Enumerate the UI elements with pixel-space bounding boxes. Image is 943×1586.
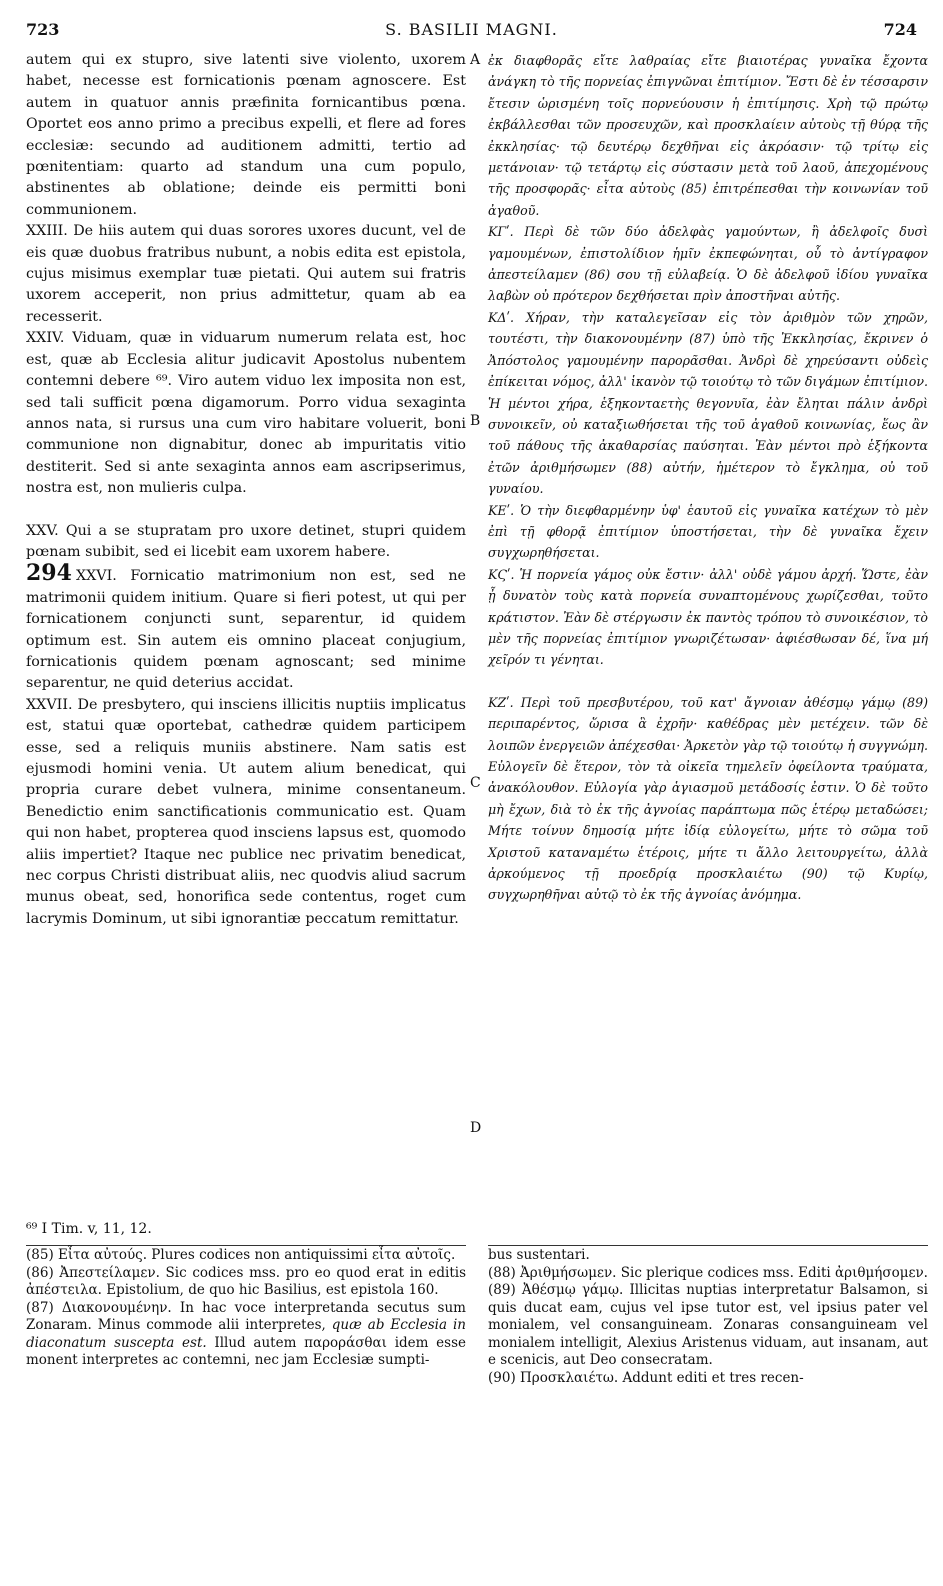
notes-divider-left xyxy=(26,1245,466,1246)
section-marker-c: C xyxy=(470,775,481,791)
note-88: (88) Ἀριθμήσωμεν. Sic plerique codices mss. Editi ἀριθμήσομεν. xyxy=(488,1264,928,1281)
section-marker-a: A xyxy=(470,52,481,68)
latin-paragraph-1: autem qui ex stupro, sive latenti sive violento, uxorem habet, necesse est fornicationis pœnam agnoscere. Est autem in quatuor annis præfinita fornicantibus pœna. Oportet eos anno primo a precibus expelli, et flere ad fores ecclesiæ: secundo ad auditionem admitti, tertio ad pœnitentiam: quarto ad standum una cum populo, abstinentes ab oblatione; deinde eis permitti boni communionem. xyxy=(26,52,466,218)
greek-paragraph-2: ΚΓʹ. Περὶ δὲ τῶν δύο ἀδελφὰς γαμούντων, ἢ ἀδελφοῖς δυσὶ γαμουμένων, ἐπιστολίδιον ἡμῖν ἐκπεφώνηται, οὗ τὸ ἀντίγραφον ἀπεστείλαμεν (86) σου τῇ εὐλαβείᾳ. Ὁ δὲ ἀδελφοῦ ἰδίου γυναῖκα λαβὼν οὐ πρότερον δεχθήσεται πρὶν ἀποστῆναι αὐτῆς. xyxy=(488,224,928,304)
greek-paragraph-6: ΚΖʹ. Περὶ τοῦ πρεσβυτέρου, τοῦ κατ' ἄγνοιαν ἀθέσμῳ γάμῳ (89) περιπαρέντος, ὥρισα ἃ ἐχρῆν· καθέδρας μὲν μετέχειν. τῶν δὲ λοιπῶν ἐνεργειῶν ἀπέχεσθαι· Ἀρκετὸν γὰρ τῷ τοιούτῳ ἡ συγγνώμη. Εὐλογεῖν δὲ ἕτερον, τὸν τὰ οἰκεῖα τημελεῖν ὀφείλοντα τραύματα, ἀνακόλουθον. Εὐλογία γὰρ ἁγιασμοῦ μετάδοσίς ἐστιν. Ὁ δὲ τοῦτο μὴ ἔχων, διὰ τὸ ἐκ τῆς ἀγνοίας παράπτωμα πῶς ἑτέρῳ μεταδώσει; Μήτε τοίνυν δημοσίᾳ μήτε ἰδίᾳ εὐλογείτω, μήτε τὸ σῶμα τοῦ Χριστοῦ καταναμέτω ἑτέροις, μήτε τι ἄλλο λειτουργείτω, ἀλλὰ ἀρκούμενος τῇ προεδρίᾳ προσκλαιέτω (90) τῷ Κυρίῳ, συγχωρηθῆναι αὐτῷ τὸ ἐκ τῆς ἀγνοίας ἀνόμημα. xyxy=(488,694,928,903)
greek-paragraph-3: ΚΔʹ. Χήραν, τὴν καταλεγεῖσαν εἰς τὸν ἀριθμὸν τῶν χηρῶν, τουτέστι, τὴν διακονουμένην (87) ὑπὸ τῆς Ἐκκλησίας, ἔκρινεν ὁ Ἀπόστολος γαμουμένην παρορᾶσθαι. Ἀνδρὶ δὲ χηρεύσαντι οὐδεὶς ἐπίκειται νόμος, ἀλλ' ἱκανὸν τῷ τοιούτῳ τὸ τῶν διγάμων ἐπιτίμιον. Ἡ μέντοι χήρα, ἑξηκονταετὴς θεγονυῖα, ἐὰν ἔληται πάλιν ἀνδρὶ συνοικεῖν, οὐ καταξιωθήσεται τῆς τοῦ ἀγαθοῦ κοινωνίας, ἕως ἂν τοῦ πάθους τῆς ἀκαθαρσίας παύσηται. Ἐὰν μέντοι πρὸ ἑξήκοντα ἐτῶν ἀριθμήσωμεν (88) αὐτήν, ἡμέτερον τὸ ἔγκλημα, οὐ τοῦ γυναίου. xyxy=(488,309,928,497)
page-number-right: 724 xyxy=(883,20,917,39)
latin-paragraph-5: XXVI. Fornicatio matrimonium non est, sed ne matrimonii quidem initium. Quare si fieri potest, ut qui per fornicationem conjuncti sunt, separentur, id quidem optimum est. Sin autem eis omnino placeat conjugium, fornicationis quidem pœnam agnoscant; sed minime separentur, ne quid deterius accidat. xyxy=(26,568,466,692)
note-90: (90) Προσκλαιέτω. Addunt editi et tres recen- xyxy=(488,1369,804,1386)
column-number-294: 294 xyxy=(26,560,72,587)
note-87: (87) Διακονουμένην. In hac voce interpretanda secutus sum Zonaram. Minus commode alii interpretes, quæ ab Ecclesia in diaconatum suscepta est. Illud autem παροράσθαι idem esse monent interpretes ac contemni, nec jam Ecclesiæ sumpti- xyxy=(26,1299,466,1368)
page-number-left: 723 xyxy=(26,20,60,39)
notes-right xyxy=(488,1247,928,1387)
note-89: (89) Ἀθέσμῳ γάμῳ. Illicitas nuptias interpretatur Balsamon, si quis ducat eam, cujus vel ipse tutor est, vel ipsius pater vel monialem, vel consanguineam. Zonaras consanguineam vel monialem intelligit, Alexius Aristenus viduam, aut insanam, aut e scenicis, aut Deo consecratam. xyxy=(488,1282,928,1368)
section-marker-b: B xyxy=(470,413,481,429)
greek-paragraph-5: ΚϚʹ. Ἡ πορνεία γάμος οὐκ ἔστιν· ἀλλ' οὐδὲ γάμου ἀρχή. Ὥστε, ἐὰν ᾖ δυνατὸν τοὺς κατὰ πορνεία συναπτομένους χωρίζεσθαι, τοῦτο κράτιστον. Ἐὰν δὲ στέργωσιν ἐκ παντὸς τρόπου τὸ συνοικέσιον, τὸ μὲν τῆς πορνείας ἐπιτίμιον γνωριζέτωσαν· ἀφιέσθωσαν δέ, ἵνα μή χεῖρόν τι γένηται. xyxy=(488,566,928,668)
notes-left xyxy=(26,1247,466,1370)
latin-paragraph-3: XXIV. Viduam, quæ in viduarum numerum relata est, hoc est, quæ ab Ecclesia alitur judicavit Apostolus nubentem contemni debere ⁶⁹. Viro autem viduo lex imposita non est, sed tali sufficit pœna digamorum. Porro vidua sexaginta annos nata, si rursus una cum viro habitare voluerit, boni communione non dignabitur, donec ab impuritatis vitio destiterit. Sed si ante sexaginta annos eam ascripserimus, nostra est, non mulieris culpa. xyxy=(26,330,466,497)
running-title: S. BASILII MAGNI. xyxy=(385,20,558,39)
page-header xyxy=(0,0,943,39)
latin-paragraph-5-container xyxy=(26,560,466,694)
section-marker-d: D xyxy=(470,1120,482,1136)
scripture-footnote: ⁶⁹ I Tim. v, 11, 12. xyxy=(26,1221,152,1237)
note-86: (86) Ἀπεστείλαμεν. Sic codices mss. pro eo quod erat in editis ἀπέστειλα. Epistolium, de quo hic Basilius, est epistola 160. xyxy=(26,1264,466,1298)
notes-divider-right xyxy=(488,1245,928,1246)
note-85: (85) Εἶτα αὐτούς. Plures codices non antiquissimi εἶτα αὐτοῖς. xyxy=(26,1247,456,1263)
greek-paragraph-1: ἐκ διαφθορᾶς εἴτε λαθραίας εἴτε βιαιοτέρας γυναῖκα ἔχοντα ἀνάγκη τὸ τῆς πορνείας ἐπιγνῶναι ἐπιτίμιον. Ἔστι δὲ ἐν τέσσαρσιν ἔτεσιν ὡρισμένη τοῖς πορνεύουσιν ἡ ἐπιτίμησις. Χρὴ τῷ πρώτῳ ἐκβάλλεσθαι τῶν προσευχῶν, καὶ προσκλαίειν αὐτοὺς τῇ θύρᾳ τῆς ἐκκλησίας· τῷ δευτέρῳ δεχθῆναι εἰς ἀκρόασιν· τῷ τρίτῳ εἰς μετάνοιαν· τῷ τετάρτῳ εἰς σύστασιν μετὰ τοῦ λαοῦ, ἀπεχομένους τῆς προσφορᾶς· εἶτα αὐτοὺς (85) ἐπιτρέπεσθαι τὴν κοινωνίαν τοῦ ἀγαθοῦ. xyxy=(488,53,928,218)
latin-paragraph-6: XXVII. De presbytero, qui insciens illicitis nuptiis implicatus est, statui quæ oportebat, cathedræ quidem participem esse, sed a reliquis muniis abstinere. Nam satis est ejusmodi homini venia. Ut autem alium benedicat, qui propria curare debet vulnera, minime consentaneum. Benedictio enim sanctificationis communicatio est. Quam qui non habet, propterea quod insciens lapsus est, quomodo aliis impertiet? Itaque nec publice nec privatim benedicat, nec corpus Christi distribuat aliis, nec quodvis aliud sacrum munus obeat, sed, honorifica sede contentus, roget cum lacrymis Dominum, ut sibi ignorantiæ peccatum remittatur. xyxy=(26,696,466,927)
latin-column xyxy=(26,50,466,930)
latin-paragraph-4: XXV. Qui a se stupratam pro uxore detinet, stupri quidem pœnam subibit, sed ei licebit eam uxorem habere. xyxy=(26,522,466,560)
latin-paragraph-2: XXIII. De hiis autem qui duas sorores uxores ducunt, vel de eis quæ duobus fratribus nubunt, a nobis edita est epistola, cujus misimus exemplar tuæ pietati. Qui autem sui fratris uxorem acceperit, non prius admittetur, quam ab ea recesserit. xyxy=(26,223,466,325)
note-87-continued: bus sustentari. xyxy=(488,1247,590,1263)
greek-column xyxy=(488,50,928,906)
greek-paragraph-4: ΚΕʹ. Ὁ τὴν διεφθαρμένην ὑφ' ἑαυτοῦ εἰς γυναῖκα κατέχων τὸ μὲν ἐπὶ τῇ φθορᾷ ἐπιτίμιον ὑποστήσεται, τὴν δὲ γυναῖκα ἔχειν συγχωρηθήσεται. xyxy=(488,502,928,561)
